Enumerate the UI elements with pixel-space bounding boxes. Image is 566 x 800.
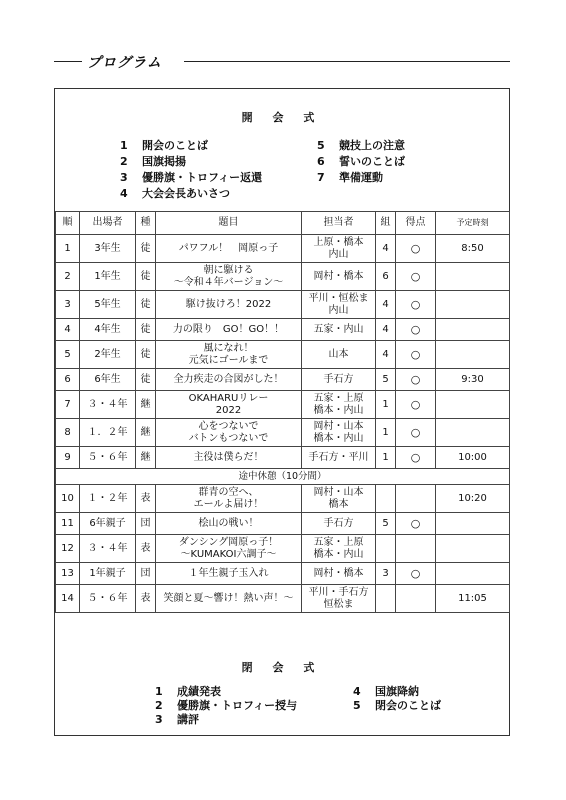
cell-title: 主役は僕らだ！ <box>156 447 302 469</box>
col-header: 題目 <box>156 212 302 235</box>
closing-item: 4 国旗降納 <box>353 685 419 698</box>
cell-staff: 上原・橋本 内山 <box>302 235 376 263</box>
cell-score: ○ <box>396 341 436 369</box>
program-header <box>54 52 510 72</box>
cell-no: 7 <box>56 391 80 419</box>
cell-group: 4 <box>376 341 396 369</box>
cell-group: 3 <box>376 563 396 585</box>
cell-kind: 徒 <box>136 263 156 291</box>
cell-kind: 徒 <box>136 341 156 369</box>
cell-time: 11:05 <box>436 585 510 613</box>
opening-item: 3 優勝旗・トロフィー返還 <box>120 171 263 184</box>
cell-score: ○ <box>396 513 436 535</box>
cell-title: １年生親子玉入れ <box>156 563 302 585</box>
cell-kind: 徒 <box>136 319 156 341</box>
closing-title: 閉 会 式 <box>241 661 323 674</box>
cell-group: 5 <box>376 513 396 535</box>
cell-time: 8:50 <box>436 235 510 263</box>
cell-group: 5 <box>376 369 396 391</box>
opening-item: 4 大会会長あいさつ <box>120 187 230 200</box>
cell-staff: 五家・上原 橋本・内山 <box>302 535 376 563</box>
cell-group: 4 <box>376 319 396 341</box>
cell-title: パワフル！ 岡原っ子 <box>156 235 302 263</box>
cell-time: 9:30 <box>436 369 510 391</box>
cell-no: 10 <box>56 485 80 513</box>
opening-item: 5 競技上の注意 <box>317 139 405 152</box>
cell-staff: 五家・上原 橋本・内山 <box>302 391 376 419</box>
cell-grade: 6年親子 <box>80 513 136 535</box>
cell-score: ○ <box>396 263 436 291</box>
cell-kind: 継 <box>136 391 156 419</box>
cell-kind: 徒 <box>136 235 156 263</box>
cell-kind: 表 <box>136 485 156 513</box>
cell-kind: 継 <box>136 447 156 469</box>
cell-title: 風になれ！ 元気にゴールまで <box>156 341 302 369</box>
cell-grade: 1年親子 <box>80 563 136 585</box>
cell-grade: ５・６年 <box>80 585 136 613</box>
cell-staff: 手石方・平川 <box>302 447 376 469</box>
cell-title: OKAHARUリレー 2022 <box>156 391 302 419</box>
cell-no: 14 <box>56 585 80 613</box>
cell-grade: 5年生 <box>80 291 136 319</box>
cell-time: 10:20 <box>436 485 510 513</box>
cell-staff: 手石方 <box>302 513 376 535</box>
cell-no: 1 <box>56 235 80 263</box>
cell-title: 駆け抜けろ！2022 <box>156 291 302 319</box>
header-rule-right <box>184 61 510 62</box>
cell-score: ○ <box>396 235 436 263</box>
cell-staff: 平川・手石方 恒松ま <box>302 585 376 613</box>
cell-score: ○ <box>396 419 436 447</box>
cell-time: 10:00 <box>436 447 510 469</box>
cell-title: 心をつないで バトンもつないで <box>156 419 302 447</box>
col-header: 種 <box>136 212 156 235</box>
opening-item: 7 準備運動 <box>317 171 383 184</box>
col-header: 順 <box>56 212 80 235</box>
col-header: 予定時刻 <box>436 212 510 235</box>
closing-items <box>55 89 509 735</box>
header-rule-left <box>54 61 82 62</box>
cell-grade: 3年生 <box>80 235 136 263</box>
closing-item: 1 成績発表 <box>155 685 221 698</box>
cell-kind: 徒 <box>136 291 156 319</box>
closing-item: 2 優勝旗・トロフィー授与 <box>155 699 298 712</box>
closing-item: 5 閉会のことば <box>353 699 441 712</box>
cell-no: 6 <box>56 369 80 391</box>
cell-kind: 団 <box>136 513 156 535</box>
cell-no: 8 <box>56 419 80 447</box>
opening-item: 1 開会のことば <box>120 139 208 152</box>
cell-group: 6 <box>376 263 396 291</box>
cell-title: 桧山の戦い！ <box>156 513 302 535</box>
cell-no: 5 <box>56 341 80 369</box>
cell-staff: 五家・内山 <box>302 319 376 341</box>
cell-grade: 4年生 <box>80 319 136 341</box>
cell-no: 3 <box>56 291 80 319</box>
cell-staff: 山本 <box>302 341 376 369</box>
cell-grade: 6年生 <box>80 369 136 391</box>
opening-item: 6 誓いのことば <box>317 155 405 168</box>
cell-score: ○ <box>396 391 436 419</box>
opening-item: 2 国旗掲揚 <box>120 155 186 168</box>
program-frame <box>54 88 510 736</box>
cell-title: ダンシング岡原っ子！ ～KUMAKOI六調子～ <box>156 535 302 563</box>
cell-score: ○ <box>396 563 436 585</box>
cell-group: 1 <box>376 447 396 469</box>
cell-group: 4 <box>376 235 396 263</box>
cell-kind: 団 <box>136 563 156 585</box>
break-label: 途中休憩（10分間） <box>56 469 510 485</box>
cell-staff: 手石方 <box>302 369 376 391</box>
cell-title: 群青の空へ、 エールよ届け！ <box>156 485 302 513</box>
cell-no: 2 <box>56 263 80 291</box>
cell-score: ○ <box>396 447 436 469</box>
cell-title: 朝に駆ける ～令和４年バージョン～ <box>156 263 302 291</box>
cell-staff: 岡村・山本 橋本 <box>302 485 376 513</box>
cell-grade: 1年生 <box>80 263 136 291</box>
cell-grade: ５・６年 <box>80 447 136 469</box>
cell-kind: 徒 <box>136 369 156 391</box>
cell-group: 1 <box>376 419 396 447</box>
cell-title: 力の限り GO！GO！！ <box>156 319 302 341</box>
cell-staff: 岡村・橋本 <box>302 263 376 291</box>
cell-no: 12 <box>56 535 80 563</box>
cell-score: ○ <box>396 319 436 341</box>
page-title: プログラム <box>87 55 162 71</box>
cell-grade: ３・４年 <box>80 535 136 563</box>
cell-kind: 継 <box>136 419 156 447</box>
col-header: 組 <box>376 212 396 235</box>
cell-grade: ３・４年 <box>80 391 136 419</box>
cell-title: 全力疾走の合図がした！ <box>156 369 302 391</box>
closing-item: 3 講評 <box>155 713 199 726</box>
cell-grade: 2年生 <box>80 341 136 369</box>
cell-kind: 表 <box>136 535 156 563</box>
cell-no: 13 <box>56 563 80 585</box>
opening-title: 開 会 式 <box>241 111 323 124</box>
cell-group: 4 <box>376 291 396 319</box>
col-header: 出場者 <box>80 212 136 235</box>
col-header: 担当者 <box>302 212 376 235</box>
cell-no: 11 <box>56 513 80 535</box>
cell-score: ○ <box>396 291 436 319</box>
cell-staff: 岡村・山本 橋本・内山 <box>302 419 376 447</box>
cell-staff: 平川・恒松ま 内山 <box>302 291 376 319</box>
cell-score: ○ <box>396 369 436 391</box>
cell-kind: 表 <box>136 585 156 613</box>
col-header: 得点 <box>396 212 436 235</box>
cell-grade: １．２年 <box>80 419 136 447</box>
cell-no: 9 <box>56 447 80 469</box>
cell-grade: １・２年 <box>80 485 136 513</box>
cell-group: 1 <box>376 391 396 419</box>
cell-no: 4 <box>56 319 80 341</box>
cell-title: 笑顔と夏～響け！熱い声！～ <box>156 585 302 613</box>
cell-staff: 岡村・橋本 <box>302 563 376 585</box>
